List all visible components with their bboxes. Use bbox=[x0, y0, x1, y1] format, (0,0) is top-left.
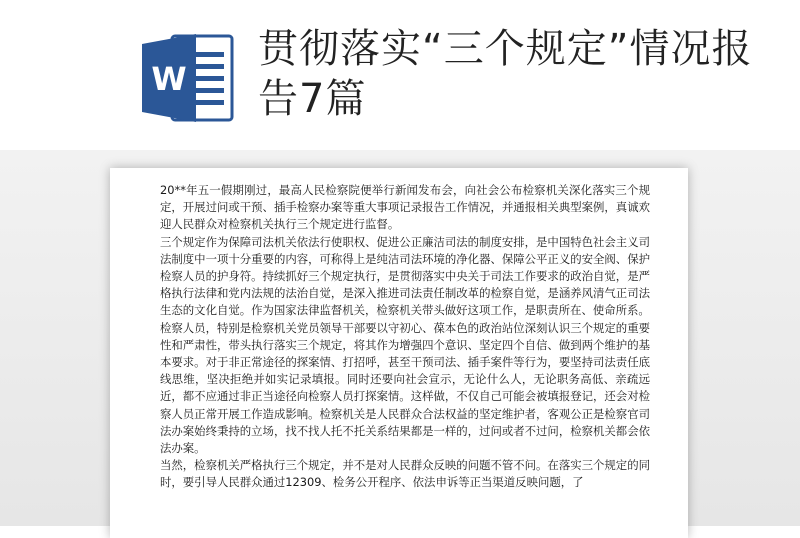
paragraph: 三个规定作为保障司法机关依法行使职权、促进公正廉洁司法的制度安排，是中国特色社会主义司法制度中一项十分重要的内容，可称得上是纯洁司法环境的净化器、保障公平正义的安全阀、保护检察人员的护身符。持续抓好三个规定执行，是贯彻落实中央关于司法工作要求的政治自觉，是严格执行法律和党内法规的法治自觉，是深入推进司法责任制改革的检察自觉，是涵养风清气正司法生态的文化自觉。作为国家法律监督机关，检察机关带头做好这项工作，是职责所在、使命所系。 bbox=[160, 234, 650, 318]
header bbox=[0, 0, 800, 150]
document-body bbox=[160, 182, 650, 492]
page-title: 贯彻落实“三个规定”情况报告7篇 bbox=[258, 26, 753, 122]
paragraph: 当然，检察机关严格执行三个规定，并不是对人民群众反映的问题不管不问。在落实三个规定的同时，要引导人民群众通过12309、检务公开程序、依法申诉等正当渠道反映问题，了 bbox=[160, 458, 650, 490]
word-document-icon bbox=[138, 30, 238, 126]
document-page bbox=[110, 168, 688, 538]
word-icon-letter: W bbox=[151, 60, 187, 98]
paragraph: 检察人员，特别是检察机关党员领导干部要以守初心、葆本色的政治站位深刻认识三个规定的重要性和严肃性，带头执行落实三个规定，将其作为增强四个意识、坚定四个自信、做到两个维护的基本要求。对于非正常途径的探案情、打招呼，甚至干预司法、插手案件等行为，要坚持司法责任底线思维，坚决拒绝并如实记录填报。同时还要向社会宣示，无论什么人，无论职务高低、亲疏远近，都不应通过非正当途径向检察人员打探案情。这样做，不仅自己可能会被填报登记，还会对检察人员正常开展工作造成影响。检察机关是人民群众合法权益的坚定维护者，客观公正是检察官司法办案始终秉持的立场，找不找人托不托关系结果都是一样的，过问或者不过问，检察机关都会依法办案。 bbox=[160, 320, 650, 456]
paragraph: 20**年五一假期刚过，最高人民检察院便举行新闻发布会，向社会公布检察机关深化落实三个规定，开展过问或干预、插手检察办案等重大事项记录报告工作情况，并通报相关典型案例，真诚欢迎人民群众对检察机关执行三个规定进行监督。 bbox=[160, 183, 650, 232]
